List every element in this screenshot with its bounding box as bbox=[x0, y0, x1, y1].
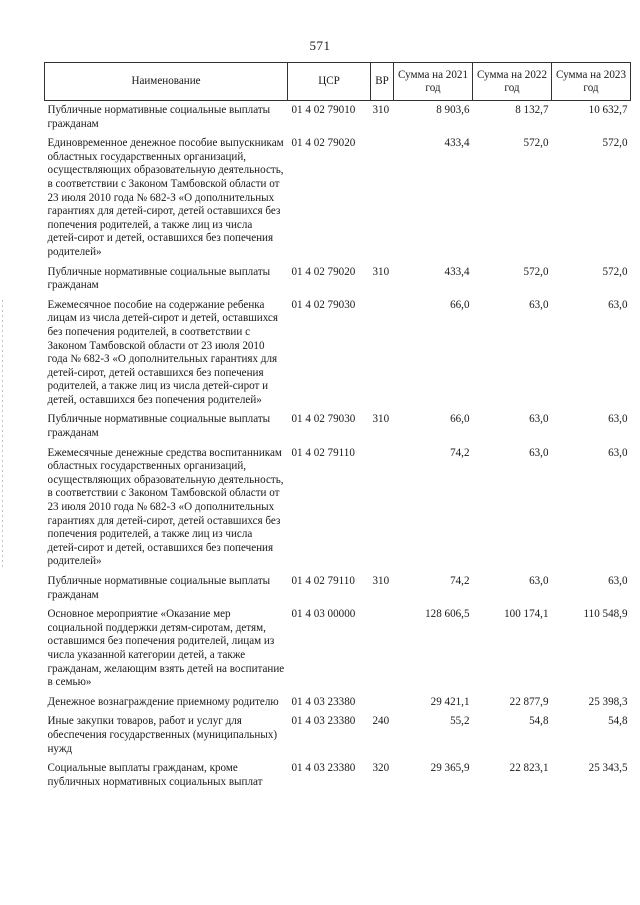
cell-sum-2021: 128 606,5 bbox=[425, 608, 470, 621]
cell-sum-2021: 29 421,1 bbox=[430, 695, 470, 708]
cell-sum-2023: 63,0 bbox=[608, 575, 628, 587]
budget-table bbox=[44, 62, 631, 792]
cell-sum-2021: 433,4 bbox=[444, 137, 470, 150]
cell-vr bbox=[371, 134, 394, 262]
cell-vr: 240 bbox=[372, 715, 390, 728]
table-row bbox=[45, 693, 631, 713]
cell-name: Ежемесячные денежные средства воспитанникам областных государственных организаций, осуществляющих образовательную деятельность, в соответствии с Законом Тамбовской области от 23 июля 2010 года № 682-З «О дополнительных гарантиях для детей-сирот, детей оставшихся без попечения родителей, а также лиц из числа детей-сирот и детей, оставшихся без попечения родителей» bbox=[47, 446, 284, 568]
cell-csr: 01 4 03 23380 bbox=[291, 695, 356, 708]
cell-sum-2023: 63,0 bbox=[608, 413, 628, 426]
cell-sum-2021: 74,2 bbox=[450, 575, 470, 587]
cell-sum-2021: 66,0 bbox=[450, 298, 470, 311]
cell-csr: 01 4 03 00000 bbox=[291, 608, 356, 621]
header-sum-2023: Сумма на 2023 год bbox=[552, 63, 631, 101]
cell-sum-2021: 66,0 bbox=[450, 413, 470, 426]
cell-csr: 01 4 03 23380 bbox=[291, 715, 356, 728]
cell-csr: 01 4 02 79030 bbox=[291, 413, 356, 426]
cell-sum-2022: 63,0 bbox=[529, 575, 549, 587]
cell-sum-2023: 63,0 bbox=[608, 446, 628, 459]
cell-csr: 01 4 03 23380 bbox=[291, 762, 356, 775]
cell-vr bbox=[371, 444, 394, 572]
cell-csr: 01 4 02 79110 bbox=[291, 446, 355, 459]
cell-sum-2023: 25 398,3 bbox=[588, 695, 628, 708]
table-row bbox=[45, 759, 631, 792]
cell-csr: 01 4 02 79020 bbox=[291, 137, 356, 150]
cell-name: Иные закупки товаров, работ и услуг для обеспечения государственных (муниципальных) нужд bbox=[47, 715, 278, 755]
table-row bbox=[45, 296, 631, 411]
cell-sum-2022: 572,0 bbox=[523, 265, 549, 278]
table-row bbox=[45, 712, 631, 759]
cell-name: Публичные нормативные социальные выплаты гражданам bbox=[47, 265, 271, 292]
cell-sum-2021: 74,2 bbox=[450, 446, 470, 459]
cell-sum-2023: 25 343,5 bbox=[588, 762, 628, 775]
table-body bbox=[45, 101, 631, 793]
cell-vr: 310 bbox=[372, 265, 390, 278]
cell-sum-2023: 54,8 bbox=[608, 715, 628, 728]
binding-edge-mark bbox=[2, 300, 3, 570]
cell-sum-2022: 22 823,1 bbox=[509, 762, 549, 775]
cell-sum-2022: 54,8 bbox=[529, 715, 549, 728]
header-row bbox=[45, 63, 631, 101]
cell-vr: 310 bbox=[372, 104, 390, 116]
cell-sum-2022: 63,0 bbox=[529, 413, 549, 426]
table-header bbox=[45, 63, 631, 101]
cell-vr: 310 bbox=[372, 575, 390, 587]
cell-sum-2022: 572,0 bbox=[523, 137, 549, 150]
cell-sum-2022: 8 132,7 bbox=[515, 104, 549, 116]
cell-sum-2022: 100 174,1 bbox=[504, 608, 549, 621]
cell-sum-2022: 22 877,9 bbox=[509, 695, 549, 708]
cell-sum-2021: 55,2 bbox=[450, 715, 470, 728]
cell-sum-2022: 63,0 bbox=[529, 298, 549, 311]
cell-sum-2023: 10 632,7 bbox=[588, 104, 628, 116]
header-name: Наименование bbox=[45, 63, 288, 101]
cell-name: Ежемесячное пособие на содержание ребенка лицам из числа детей-сирот и детей, оставшихся без попечения родителей, в соответствии с Законом Тамбовской области от 23 июля 2010 года № 682-З «О дополнительных гарантиях для детей-сирот, детей оставшихся без попечения родителей, а также лиц из числа детей-сирот и детей, оставшихся без попечения родителей» bbox=[47, 298, 278, 406]
cell-name: Социальные выплаты гражданам, кроме публичных нормативных социальных выплат bbox=[47, 762, 263, 788]
cell-vr: 310 bbox=[372, 413, 390, 426]
header-sum-2022: Сумма на 2022 год bbox=[473, 63, 552, 101]
cell-sum-2023: 572,0 bbox=[602, 265, 628, 278]
header-vr: ВР bbox=[371, 63, 394, 101]
cell-sum-2022: 63,0 bbox=[529, 446, 549, 459]
cell-vr bbox=[371, 605, 394, 693]
header-csr: ЦСР bbox=[288, 63, 371, 101]
cell-name: Основное мероприятие «Оказание мер социальной поддержки детям-сиротам, детям, оставшимся без попечения родителей, лицам из числа указанной категории детей, а также гражданам, желающим взять детей на воспитание в семью» bbox=[47, 608, 285, 689]
cell-sum-2023: 572,0 bbox=[602, 137, 628, 150]
cell-sum-2021: 8 903,6 bbox=[436, 104, 470, 116]
cell-vr: 320 bbox=[372, 762, 390, 775]
cell-name: Публичные нормативные социальные выплаты гражданам bbox=[47, 104, 271, 130]
cell-sum-2023: 63,0 bbox=[608, 298, 628, 311]
header-sum-2021: Сумма на 2021 год bbox=[394, 63, 473, 101]
page-number: 571 bbox=[309, 38, 331, 53]
table-row bbox=[45, 444, 631, 572]
cell-name: Публичные нормативные социальные выплаты гражданам bbox=[47, 575, 271, 601]
cell-vr bbox=[371, 693, 394, 713]
cell-sum-2021: 433,4 bbox=[444, 265, 470, 278]
table-row bbox=[45, 605, 631, 693]
cell-csr: 01 4 02 79010 bbox=[291, 104, 356, 116]
table-row bbox=[45, 263, 631, 296]
cell-name: Денежное вознаграждение приемному родителю bbox=[47, 695, 279, 708]
cell-csr: 01 4 02 79030 bbox=[291, 298, 356, 311]
cell-name: Единовременное денежное пособие выпускникам областных государственных организаций, осуществляющих образовательную деятельность, в соответствии с Законом Тамбовской области от 23 июля 2010 года № 682-З «О дополнительных гарантиях для детей-сирот, детей оставшихся без попечения родителей, а также лиц из числа детей-сирот и детей, оставшихся без попечения родителей» bbox=[47, 137, 284, 258]
budget-table-container bbox=[44, 62, 630, 792]
table-row bbox=[45, 134, 631, 262]
table-row bbox=[45, 410, 631, 443]
cell-sum-2021: 29 365,9 bbox=[430, 762, 470, 775]
cell-vr bbox=[371, 296, 394, 411]
cell-name: Публичные нормативные социальные выплаты гражданам bbox=[47, 413, 271, 440]
cell-csr: 01 4 02 79020 bbox=[291, 265, 356, 278]
table-row bbox=[45, 572, 631, 605]
table-row bbox=[45, 101, 631, 135]
cell-sum-2023: 110 548,9 bbox=[583, 608, 628, 621]
cell-csr: 01 4 02 79110 bbox=[291, 575, 355, 587]
